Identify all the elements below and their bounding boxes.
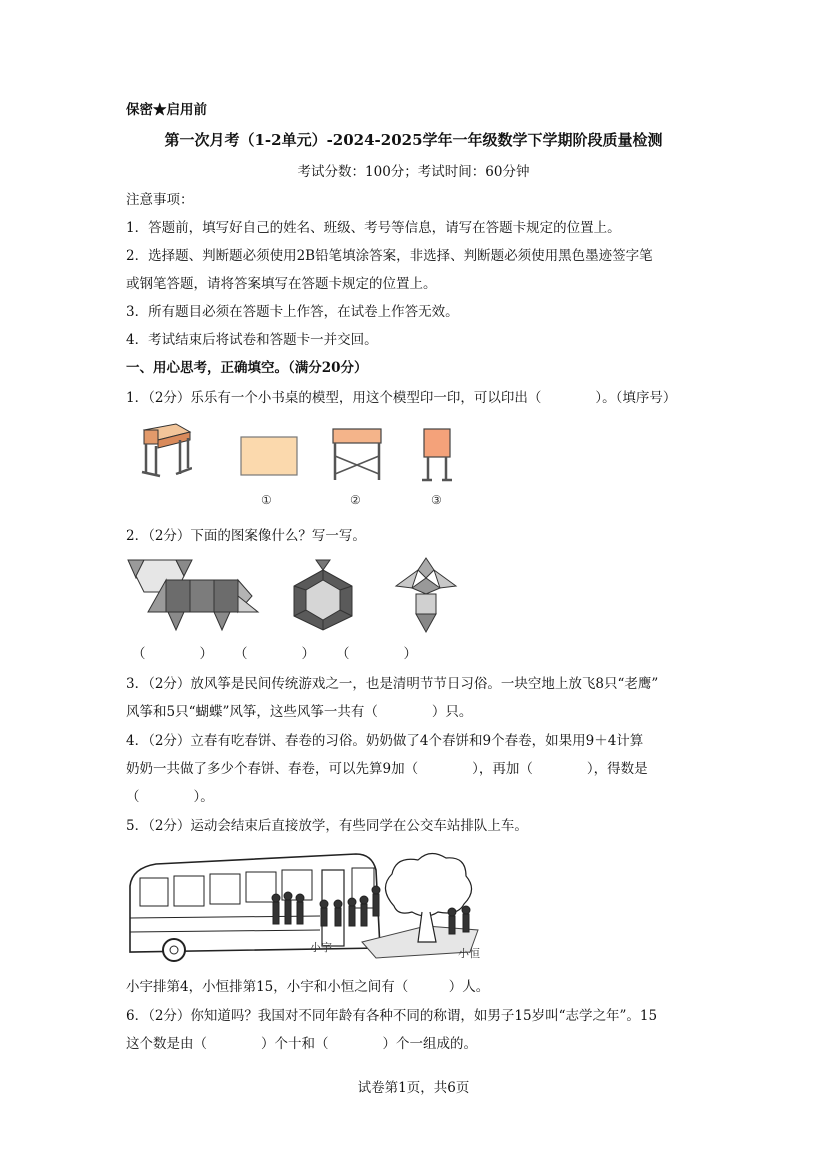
desk-model-image: [136, 420, 192, 482]
option-label-2: ②: [350, 493, 361, 507]
bus-queue-illustration: [126, 846, 486, 968]
note-item-2: 2．选择题、判断题必须使用2B铅笔填涂答案，非选择、判断题必须使用黑色墨迹签字笔: [126, 248, 653, 264]
question-3-line2: 风筝和5只“蝴蝶”风筝，这些风筝一共有（ ）只。: [126, 704, 473, 720]
option-label-3: ③: [431, 493, 442, 507]
question-6-line1: 6．（2分）你知道吗？我国对不同年龄有各种不同的称谓，如男子15岁叫“志学之年”。15: [126, 1008, 658, 1024]
print-option-rectangle: [240, 436, 298, 476]
page-footer: 试卷第1页，共6页: [357, 1080, 470, 1096]
question-4-line2: 奶奶一共做了多少个春饼、春卷，可以先算9加（ ），再加（ ），得数是: [126, 761, 648, 777]
confidential-label: 保密★启用前: [126, 102, 207, 118]
tangram-apple-figure: [290, 556, 356, 632]
question-4-line3: （ ）。: [126, 789, 214, 805]
answer-blank-1[interactable]: （ ）: [132, 646, 213, 662]
question-1-text: 1．（2分）乐乐有一个小书桌的模型，用这个模型印一印，可以印出（ ）。（填序号）: [126, 390, 677, 406]
answer-blank-3[interactable]: （ ）: [336, 646, 417, 662]
child-name-xiaoheng: 小恒: [458, 947, 480, 960]
tangram-person-figure: [388, 556, 464, 634]
notes-heading: 注意事项：: [126, 192, 194, 208]
note-item-1: 1．答题前，填写好自己的姓名、班级、考号等信息，请写在答题卡规定的位置上。: [126, 220, 621, 236]
question-5-after: 小宇排第4，小恒排第15，小宇和小恒之间有（ ）人。: [126, 979, 490, 995]
exam-info: 考试分数：100分；考试时间：60分钟: [297, 164, 530, 180]
question-6-line2: 这个数是由（ ）个十和（ ）个一组成的。: [126, 1036, 477, 1052]
note-item-4: 4．考试结束后将试卷和答题卡一并交回。: [126, 332, 378, 348]
note-item-3: 3．所有题目必须在答题卡上作答，在试卷上作答无效。: [126, 304, 459, 320]
note-item-2-cont: 或钢笔答题，请将答案填写在答题卡规定的位置上。: [126, 276, 437, 292]
answer-blank-2[interactable]: （ ）: [234, 646, 315, 662]
print-option-front-view: [330, 426, 384, 484]
print-option-side-view: [418, 426, 454, 484]
section1-heading: 一、用心思考，正确填空。（满分20分）: [126, 360, 368, 376]
tangram-animal-figure: [126, 556, 262, 634]
question-2-text: 2．（2分）下面的图案像什么？写一写。: [126, 528, 366, 544]
question-4-line1: 4．（2分）立春有吃春饼、春卷的习俗。奶奶做了4个春饼和9个春卷，如果用9＋4计算: [126, 733, 644, 749]
option-label-1: ①: [261, 493, 272, 507]
question-3-line1: 3．（2分）放风筝是民间传统游戏之一，也是清明节节日习俗。一块空地上放飞8只“老鹰”: [126, 676, 659, 692]
page-title: 第一次月考（1-2单元）-2024-2025学年一年级数学下学期阶段质量检测: [164, 131, 663, 149]
question-5-text: 5．（2分）运动会结束后直接放学，有些同学在公交车站排队上车。: [126, 818, 528, 834]
child-name-xiaoyu: 小宇: [310, 941, 332, 954]
